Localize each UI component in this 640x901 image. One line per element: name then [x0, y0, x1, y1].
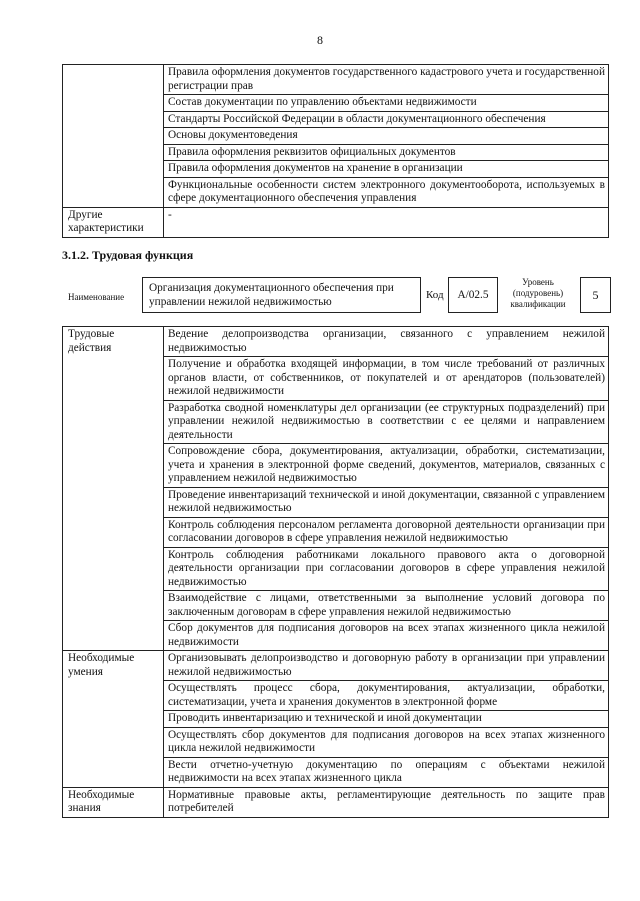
knowledge-continuation-table: [62, 64, 609, 238]
empty-label-cell: [63, 65, 164, 208]
table-row: [63, 65, 609, 95]
table-cell: Состав документации по управлению объектами недвижимости: [164, 95, 609, 112]
table-cell: Вести отчетно-учетную документацию по операциям с объектами нежилой недвижимости на всех этапах жизненного цикла: [164, 757, 609, 787]
table-row: [63, 787, 609, 817]
table-cell: Ведение делопроизводства организации, связанного с управлением нежилой недвижимостью: [164, 327, 609, 357]
table-cell: Правила оформления документов государственного кадастрового учета и государственной регистрации прав: [164, 65, 609, 95]
page-number: 8: [317, 33, 323, 47]
function-header: [62, 275, 611, 317]
table-row: [63, 327, 609, 357]
other-characteristics-value: -: [164, 207, 609, 237]
code-value-box: А/02.5: [448, 277, 498, 313]
table-cell: Правила оформления реквизитов официальных документов: [164, 144, 609, 161]
table-cell: Стандарты Российской Федерации в области документационного обеспечения: [164, 111, 609, 128]
table-cell: Контроль соблюдения работниками локального правового акта о договорной деятельности организации при согласовании договоров в сфере управления нежилой недвижимостью: [164, 547, 609, 591]
table-cell: Сбор документов для подписания договоров на всех этапах жизненного цикла нежилой недвижимости: [164, 621, 609, 651]
table-cell: Основы документоведения: [164, 128, 609, 145]
name-value-box: Организация документационного обеспечения при управлении нежилой недвижимостью: [142, 277, 421, 313]
table-cell: Осуществлять процесс сбора, документирования, актуализации, обработки, систематизации, учета и хранения документов в электронной форме: [164, 681, 609, 711]
code-label: Код: [426, 289, 444, 301]
required-skills-label: Необходимые умения: [63, 651, 164, 788]
section-heading: 3.1.2. Трудовая функция: [62, 248, 194, 262]
name-label: Наименование: [68, 292, 125, 302]
qualification-level-value-box: 5: [580, 277, 611, 313]
table-cell: Организовывать делопроизводство и договорную работу в организации при управлении нежилой недвижимостью: [164, 651, 609, 681]
qualification-level-label: Уровень (подуровень) квалификации: [510, 277, 566, 309]
labor-function-table: [62, 326, 609, 818]
table-row: [63, 651, 609, 681]
required-knowledge-label: Необходимые знания: [63, 787, 164, 817]
table-cell: Проводить инвентаризацию и технической и иной документации: [164, 711, 609, 728]
table-cell: Разработка сводной номенклатуры дел организации (ее структурных подразделений) при управлении нежилой недвижимостью в соответствии с ее целями и направлением деятельности: [164, 400, 609, 444]
other-characteristics-label: Другие характеристики: [63, 207, 164, 237]
table-cell: Функциональные особенности систем электронного документооборота, используемых в сфере документационного обеспечения управления: [164, 177, 609, 207]
table-cell: Нормативные правовые акты, регламентирующие деятельность по защите прав потребителей: [164, 787, 609, 817]
table-row: [63, 207, 609, 237]
table-cell: Правила оформления документов на хранение в организации: [164, 161, 609, 178]
labor-function-body: [63, 327, 609, 818]
table-cell: Осуществлять сбор документов для подписания договоров на всех этапах жизненного цикла нежилой недвижимости: [164, 727, 609, 757]
knowledge-continuation-body: [63, 65, 609, 238]
table-cell: Контроль соблюдения персоналом регламента договорной деятельности организации при согласовании договоров в сфере управления нежилой недвижимостью: [164, 517, 609, 547]
labor-actions-label: Трудовые действия: [63, 327, 164, 651]
table-cell: Взаимодействие с лицами, ответственными за выполнение условий договора по заключенным договорам в сфере управления нежилой недвижимостью: [164, 591, 609, 621]
table-cell: Получение и обработка входящей информации, в том числе требований от различных органов власти, от собственников, от покупателей и от арендаторов (пользователей) нежилой недвижимости: [164, 357, 609, 401]
table-cell: Проведение инвентаризаций технической и иной документации, связанной с управлением нежилой недвижимостью: [164, 487, 609, 517]
table-cell: Сопровождение сбора, документирования, актуализации, обработки, систематизации, учета и хранения в электронной форме сведений, документов, материалов, связанных с управлением нежилой недвижимостью: [164, 444, 609, 488]
